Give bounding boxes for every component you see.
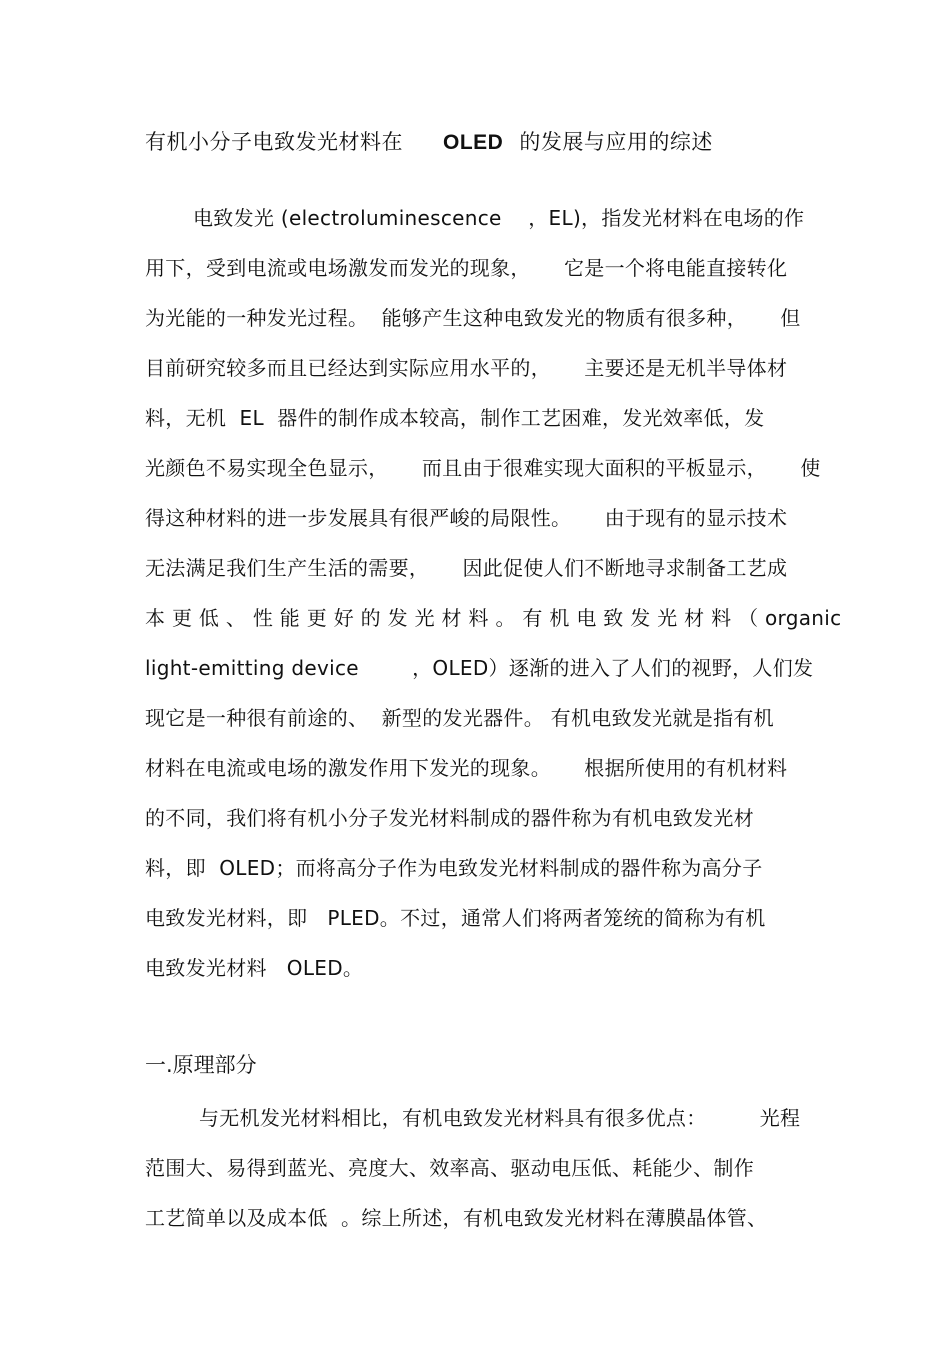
title-suffix: 的发展与应用的综述 (519, 130, 713, 154)
section-heading: 一.原理部分 (145, 1053, 257, 1077)
paragraph1-line: 目前研究较多而且已经达到实际应用水平的， 主要还是无机半导体材 (145, 356, 788, 380)
paragraph1-line: 的不同，我们将有机小分子发光材料制成的器件称为有机电致发光材 (145, 806, 754, 830)
paragraph1-line: 光颜色不易实现全色显示， 而且由于很难实现大面积的平板显示， 使 (145, 456, 821, 480)
paragraph1-line: 电致发光材料，即 PLED。不过，通常人们将两者笼统的简称为有机 (145, 906, 766, 930)
document-title (145, 126, 713, 159)
paragraph1-line: 无法满足我们生产生活的需要， 因此促使人们不断地寻求制备工艺成 (145, 556, 788, 580)
title-prefix: 有机小分子电致发光材料在 (145, 130, 403, 154)
paragraph1-line: 为光能的一种发光过程。 能够产生这种电致发光的物质有很多种， 但 (145, 306, 801, 330)
title-latin: OLED (443, 131, 504, 154)
paragraph1-line: light-emitting device ，OLED）逐渐的进入了人们的视野，人们发 (145, 656, 814, 680)
paragraph1-line: 本 更 低 、 性 能 更 好 的 发 光 材 料 。 有 机 电 致 发 光 材 料 （ organic (145, 606, 842, 630)
paragraph2-line: 范围大、易得到蓝光、亮度大、效率高、驱动电压低、耗能少、制作 (145, 1156, 754, 1180)
paragraph1-line: 电致发光 (electroluminescence ，EL)，指发光材料在电场的作 (193, 206, 805, 230)
paragraph2-line: 工艺简单以及成本低 。综上所述，有机电致发光材料在薄膜晶体管、 (145, 1206, 768, 1230)
paragraph1-line: 用下，受到电流或电场激发而发光的现象， 它是一个将电能直接转化 (145, 256, 788, 280)
paragraph1-line: 电致发光材料 OLED。 (145, 956, 364, 980)
paragraph1-line: 材料在电流或电场的激发作用下发光的现象。 根据所使用的有机材料 (145, 756, 788, 780)
paragraph1-line: 料，即 OLED；而将高分子作为电致发光材料制成的器件称为高分子 (145, 856, 763, 880)
paragraph1-line: 料，无机 EL 器件的制作成本较高，制作工艺困难，发光效率低，发 (145, 406, 765, 430)
paragraph1-line: 得这种材料的进一步发展具有很严峻的局限性。 由于现有的显示技术 (145, 506, 788, 530)
paragraph2-line: 与无机发光材料相比，有机电致发光材料具有很多优点： 光程 (199, 1106, 801, 1130)
paragraph1-line: 现它是一种很有前途的、 新型的发光器件。 有机电致发光就是指有机 (145, 706, 774, 730)
